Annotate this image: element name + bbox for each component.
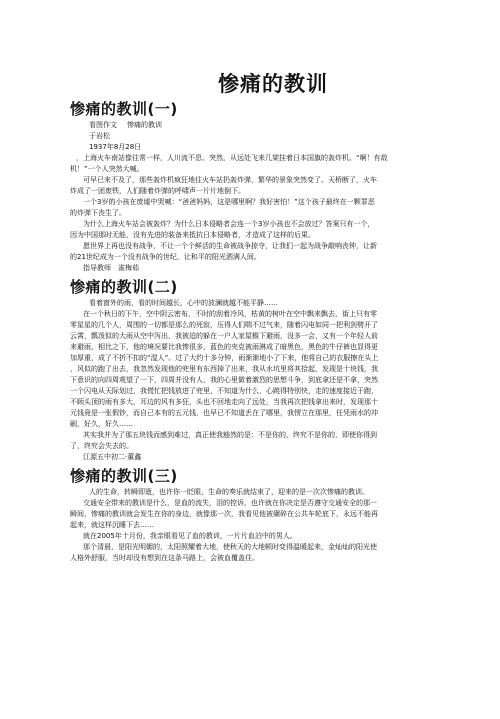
- text-line: 炸成了一团废铁，人们随着炸弹的呼啸声一片片地倒下。: [70, 187, 245, 195]
- text-line: 了，终究会失去的。: [70, 442, 133, 450]
- meta-text: 1937年8月28日: [89, 143, 142, 151]
- text-line: 不顾头顶的雨有多大，耳边的风有多狂，头也不回地走向了远处，当我再次把钱拿出来时，发现那十: [70, 398, 378, 406]
- text-line: 在一个秋日的下午，空中阴云密布，不时的刮着冷风，枯黄的树叶在空中飘来飘去，街上只有零: [83, 310, 377, 318]
- text-line: 元钱竟是一张假钞，而自己本有的五元钱，也早已不知道丢在了哪里，我愣立在那里，任凭雨水的冲: [70, 409, 378, 417]
- text-line: 交通安全带来的教训是什么，是血的流失，泪的控诉，也许就在你决定是否遵守交通安全的那一: [83, 499, 377, 507]
- meta-line: [70, 131, 476, 142]
- text-line: 其实我并为了那五块钱而感到难过，真正使我豁然的是：不是你的，终究不是你的，即使你得到: [83, 431, 377, 439]
- text-line: 加厚重，成了不折不扣的“湿人”。过了大约十多分钟，雨渐渐地小了下来，他将自己的衣服擦在头上: [70, 354, 379, 362]
- section-2: [70, 278, 476, 463]
- text-line: 一个闪电从天际划过，我慌忙把钱放进了兜里，不知道为什么，心跳得特别快，走的速度接近于跑，: [70, 387, 378, 395]
- text-line: 来避雨，相比之下，他的境况要比我惨很多，蓝色的夹克被雨淋成了暗黑色，黑色的牛仔裤也显得更: [70, 343, 378, 351]
- page-title: 惨痛的教训: [218, 72, 328, 96]
- text-line: 因为中国那时无能，没有先进的装备来抵抗日本侵略者，才造成了这样的后果。: [70, 231, 315, 239]
- section-heading: 惨痛的教训(三): [70, 467, 178, 485]
- document-body: [70, 100, 476, 564]
- text-line: 为什么上海火车站会被轰炸？为什么日本侵略者会连一个3岁小孩也不会放过？答案只有一个，: [83, 220, 375, 228]
- section-heading: 惨痛的教训(一): [70, 100, 178, 118]
- text-line: 零星星的几个人，周围的一切都是那么的死寂，压得人们喘不过气来，随着闪电如同一把利剑劈开了: [70, 321, 378, 329]
- document-page: [0, 72, 500, 719]
- text-line: 指导教师 雀梅茹: [83, 264, 139, 272]
- section-1: [70, 100, 476, 274]
- text-line: ，上海火车南站像往常一样，人川流不息。突然，从远处飞来几架挂着日本国旗的轰炸机。“啊！有敌: [76, 154, 388, 162]
- text-line: 愿世界上再也没有战争，不让一个个鲜活的生命被战争掠夺，让我们一起为战争敲响丧钟，让新: [83, 242, 377, 250]
- meta-text: 看图作文: [89, 121, 117, 129]
- meta-text: 于岩松: [89, 132, 110, 140]
- text-line: 刷，好久，好久……: [70, 420, 133, 428]
- text-line: 下意识的向四周观望了一下，四周并没有人，我的心里做着激烈的思想斗争，到底拿还是不拿，突然: [70, 376, 378, 384]
- text-line: 看着窗外的雨，看的时间越长，心中的波澜就越不能平静……: [89, 299, 278, 307]
- text-line: 人的生命，转瞬即逝，也许你一眨眼，生命的奏乐就结束了，迎来的是一次次惨痛的教训。: [89, 488, 369, 496]
- text-line: 的炸弹下丧生了。: [70, 209, 126, 217]
- text-line: 就在2005年十月份，我亲眼看见了血的教训，一片片血泊中的男人。: [83, 532, 297, 540]
- text-line: 江源五中初二·董鑫: [83, 453, 142, 461]
- text-line: 起来，就这样沉睡下去……: [70, 521, 154, 529]
- meta-line: [70, 142, 476, 153]
- text-line: 云霄，瓢泼似的大雨从空中泻出，我被迫的躲在一户人家屋檐下避雨，没多一会，又有一个年轻人前: [70, 332, 378, 340]
- text-line: 可早已来不及了，那些轰炸机疯狂地往火车站扔轰炸弹，繁华的景象突然变了。天桥断了，火车: [83, 176, 377, 184]
- text-line: 瞬间，惨痛的教训就会发生在你的身边，就像那一次，我看见他被碾碎在公共车轮底下，永远不能再: [70, 510, 378, 518]
- section-3: [70, 467, 476, 564]
- text-line: 的21世纪成为一个没有战争的世纪，让和平的阳光洒满人间。: [70, 253, 261, 261]
- text-line: 机！”一个人突然大喊。: [70, 165, 144, 173]
- text-line: 一个3岁的小孩在废墟中哭喊：“爸爸妈妈，这是哪里啊？我好害怕！”这个孩子最终在一颗罪恶: [83, 198, 375, 206]
- text-line: ，风似的跑了出去，我忽然发现他的兜里有东西掉了出来，我从水坑里将其拾起，发现是十块钱，我: [70, 365, 378, 373]
- text-line: 人格外舒服，当时却没有想到在这条马路上，会被血覆盖住。: [70, 554, 259, 562]
- text-line: 那个清晨，是阳光明媚的，太阳照耀着大地，使秋天的大地顿时变得温暖起来，金灿灿的阳光使: [83, 543, 377, 551]
- section-heading: 惨痛的教训(二): [70, 278, 178, 296]
- meta-line: [70, 120, 476, 131]
- meta-text: 惨痛的教训: [127, 121, 162, 129]
